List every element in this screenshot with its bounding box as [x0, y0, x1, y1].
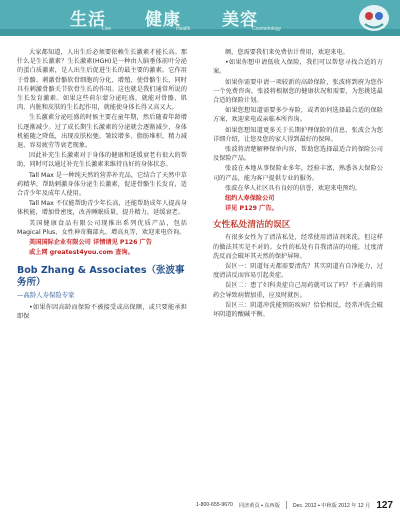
- paragraph: 因此补充生长激素对于身体的健康和延缓衰老有很大的帮助，同时可以通过补充生长激素来维持良好的身体状态。: [17, 152, 187, 169]
- paragraph: 误区三：阴道冲洗能预防疾病？恰恰相反，经常冲洗会破坏阴道的酸碱平衡。: [213, 301, 383, 319]
- section-subheading: —高龄人寿保险专家: [17, 291, 75, 300]
- paragraph: 误区一：阴道每天都需要清洗？其实阴道有自净能力，过度清洁反而容易引起炎症。: [213, 263, 383, 280]
- ad-tail: 详情请见 P126 广告: [93, 239, 152, 247]
- left-column: [17, 48, 187, 322]
- header-band: [0, 29, 400, 36]
- ad-company: 美国国际企业有限公司: [29, 239, 91, 247]
- footer-issue: Dec. 2012 ▪ 中秋版 2012 年 12 月: [292, 502, 371, 509]
- section-heading: Bob Zhang & Associates（张波事务所）: [17, 265, 185, 289]
- header-sub-live: Live: [102, 26, 112, 32]
- logo-icon: [355, 2, 393, 34]
- paragraph: 大家都知道，人出生后必须要依赖生长激素才能长高。那什么是生长激素？生长激素(HGH)是一种由人脑垂体前叶分泌的蛋白质激素，是人出生后促进生长的最主要的激素。它作用于骨骼、刺激骨骼软骨细胞的分化、增殖，使骨骼生长，同时具有刺激骨骼关节软骨生长的作用。这也就是我们通常所说的生长发育激素。如果这些荷尔蒙分泌旺盛，就能对骨骼、肌肉、内脏和皮肤的生长起作用，就能使身体长得又高又大。: [17, 49, 187, 112]
- paragraph: 有很多女性为了清洁私处，经常使用清洁剂来洗，但这样的做法其实是不对的。女性的私处有自我清洁的功能，过度清洗反而会破坏其天然的保护屏障。: [213, 234, 383, 260]
- paragraph: 如果你需要申请一项较新的高龄保险，张波将到府为您作一个免费咨询。张波将根据您的健康状况和需要，为您挑选最合适的保险计划。: [213, 78, 383, 105]
- paragraph: Tall Max 是一种纯天然的营养补充品，它结合了天然中草药精华，帮助刺激身体分泌生长激素，促进骨骼生长发育，适合青少年及成年人使用。: [17, 171, 187, 198]
- footer-phone: 1-800-655-9670: [195, 502, 233, 508]
- paragraph: 误区二：患了妇科炎症自己用药就可以了吗？不正确的用药会导致病情加重，应及时就医。: [213, 282, 383, 299]
- page-number: 127: [376, 499, 393, 511]
- right-column: [213, 48, 383, 320]
- paragraph: 额，您需要我们来免费估计费用，欢迎来电。: [225, 49, 349, 56]
- paragraph: Tall Max 不仅能帮助青少年长高，还能帮助成年人提高身体机能，增加骨密度，改善睡眠质量，提升精力，延缓衰老。: [17, 200, 187, 217]
- header-title-life: 生活: [70, 10, 106, 30]
- paragraph: 美国健康食品有限公司现推出系列优质产品，包括 Magical Plus、女性神奇胸部丸、增高丸等，欢迎来电咨询。: [17, 219, 187, 236]
- paragraph: 张波在华人社区具有良好的信誉，欢迎来电预约。: [225, 184, 362, 192]
- section-header: [0, 0, 400, 36]
- page-footer: [168, 500, 393, 510]
- paragraph: 生长激素分泌旺盛的时候主要在童年期，然后随着年龄增长逐渐减少。过了成长期生长激素的分泌就会逐渐减少，身体机能随之降低，出现皮肤松弛、皱纹增多、脂肪堆积、精力减退、容易疲劳等衰老现象。: [17, 114, 187, 150]
- ad-line-2: 或上网 greatest4you.com 查询。: [29, 249, 134, 257]
- header-sub-cosmetology: Cosmetology: [252, 26, 282, 32]
- header-title-health: 健康: [145, 10, 181, 30]
- paragraph: 如果您想知道需要多少寿险，或者如何选择最合适的保险方案，欢迎来电或亲临本所咨询。: [213, 107, 383, 124]
- footer-divider: [286, 501, 287, 509]
- article-heading: 女性私处清洁的误区: [213, 220, 291, 231]
- header-title-beauty: 美容: [222, 10, 258, 30]
- ad-line-1: [17, 238, 187, 247]
- ad-detail-right: 详见 P129 广告。: [225, 205, 278, 213]
- paragraph: •如果你因高龄而保险不被接受或高保额，或只要能承担即保: [17, 303, 187, 320]
- ad-company-right: 纽约人寿保险公司: [225, 195, 275, 203]
- paragraph: 张波在本地从事保险业多年，经验丰富，熟悉各大保险公司的产品，能为客户提供专业的服务。: [213, 165, 383, 182]
- paragraph: 张波将清楚解释保单内容，帮助您选择最适合的保险公司及保险产品。: [213, 146, 383, 163]
- footer-magazine: 同济黄页 ▪ 东西版: [238, 502, 280, 509]
- paragraph: 如果您想知道更多关于长期护理保险的信息，张波会为您详细介绍，让您及您的家人得到最好的保障。: [213, 126, 383, 143]
- header-sub-health: Health: [176, 26, 191, 32]
- paragraph: •如果你想申请低收入保险，我们可以帮您寻找合适的方案。: [213, 59, 383, 76]
